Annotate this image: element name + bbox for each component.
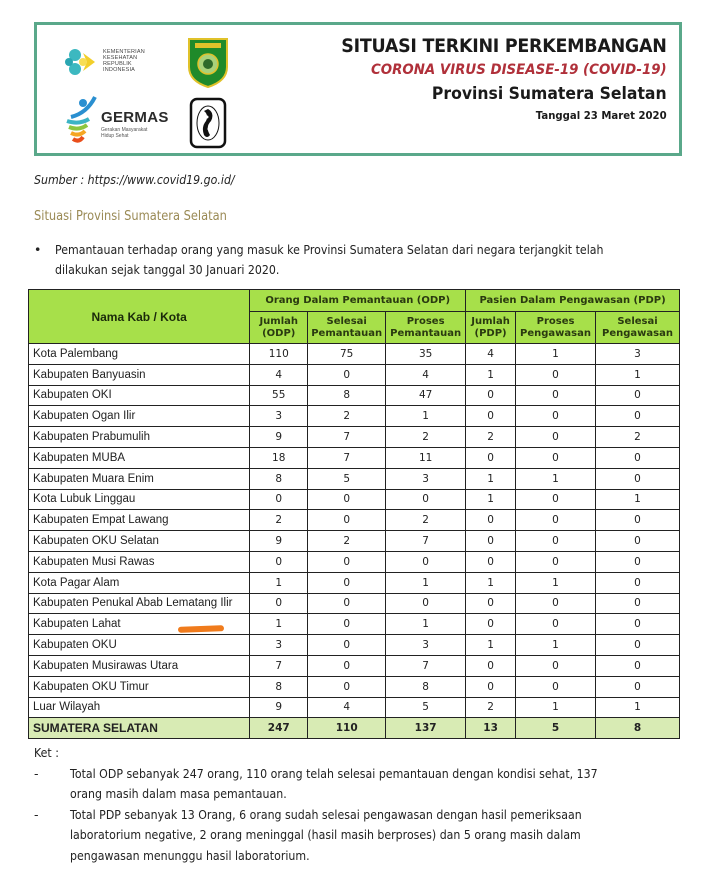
cell-value: 9 xyxy=(250,531,308,552)
cell-value: 1 xyxy=(386,614,466,635)
region-name: Kabupaten Prabumulih xyxy=(29,427,250,448)
region-name: Kota Lubuk Linggau xyxy=(29,489,250,510)
logo-group xyxy=(65,33,245,151)
report-date: Tanggal 23 Maret 2020 xyxy=(536,109,667,122)
table-row xyxy=(29,551,680,572)
cell-value: 0 xyxy=(308,614,386,635)
germas-subtitle: Gerakan Masyarakat Hidup Sehat xyxy=(101,127,148,139)
table-row xyxy=(29,364,680,385)
bullet-icon: • xyxy=(34,242,42,257)
cell-value: 2 xyxy=(466,697,516,718)
region-name: Kabupaten Banyuasin xyxy=(29,364,250,385)
table-row xyxy=(29,593,680,614)
kemenkes-text: KEMENTERIAN KESEHATAN REPUBLIK INDONESIA xyxy=(103,49,145,73)
cell-value: 8 xyxy=(596,718,680,739)
cell-value: 0 xyxy=(466,406,516,427)
cell-value: 1 xyxy=(516,344,596,365)
region-name: Kabupaten Ogan Ilir xyxy=(29,406,250,427)
cell-value: 8 xyxy=(386,676,466,697)
cell-value: 0 xyxy=(596,614,680,635)
cell-value: 2 xyxy=(466,427,516,448)
cell-value: 9 xyxy=(250,427,308,448)
table-row xyxy=(29,468,680,489)
cell-value: 0 xyxy=(466,614,516,635)
cell-value: 2 xyxy=(308,531,386,552)
table-row xyxy=(29,427,680,448)
cell-value: 47 xyxy=(386,385,466,406)
cell-value: 0 xyxy=(596,572,680,593)
header-group-pdp: Pasien Dalam Pengawasan (PDP) xyxy=(466,290,680,312)
cell-value: 1 xyxy=(516,468,596,489)
cell-value: 1 xyxy=(596,364,680,385)
cell-value: 11 xyxy=(386,447,466,468)
cell-value: 7 xyxy=(386,655,466,676)
sumsel-emblem-icon xyxy=(187,37,229,89)
cell-value: 5 xyxy=(516,718,596,739)
cell-value: 0 xyxy=(596,468,680,489)
cell-value: 0 xyxy=(596,676,680,697)
cell-value: 0 xyxy=(516,489,596,510)
cell-value: 110 xyxy=(250,344,308,365)
table-row xyxy=(29,676,680,697)
germas-logo xyxy=(65,95,175,147)
monitoring-bullet xyxy=(34,240,694,280)
cell-value: 7 xyxy=(386,531,466,552)
cell-value: 1 xyxy=(250,614,308,635)
cell-value: 0 xyxy=(386,489,466,510)
cell-value: 4 xyxy=(386,364,466,385)
column-header-line-2: Pengawasan xyxy=(520,327,591,339)
section-title: Situasi Provinsi Sumatera Selatan xyxy=(34,209,227,224)
header-name: Nama Kab / Kota xyxy=(29,290,250,344)
case-table xyxy=(28,289,680,739)
cell-value: 0 xyxy=(250,593,308,614)
cell-value: 1 xyxy=(386,406,466,427)
notes-label: Ket : xyxy=(34,745,59,760)
region-name: Kabupaten OKU Selatan xyxy=(29,531,250,552)
table-row xyxy=(29,614,680,635)
region-name: Kabupaten MUBA xyxy=(29,447,250,468)
cell-value: 2 xyxy=(386,510,466,531)
region-name: Kabupaten OKU Timur xyxy=(29,676,250,697)
cell-value: 1 xyxy=(466,489,516,510)
cell-value: 0 xyxy=(596,593,680,614)
table-row xyxy=(29,385,680,406)
cell-value: 0 xyxy=(466,385,516,406)
cell-value: 1 xyxy=(466,468,516,489)
cell-value: 2 xyxy=(596,427,680,448)
cell-value: 0 xyxy=(516,614,596,635)
cell-value: 0 xyxy=(466,531,516,552)
cell-value: 0 xyxy=(516,406,596,427)
cell-value: 4 xyxy=(308,697,386,718)
region-name: Kabupaten OKU xyxy=(29,635,250,656)
column-header-line-2: Pengawasan xyxy=(602,327,673,339)
cell-value: 2 xyxy=(386,427,466,448)
cell-value: 0 xyxy=(596,655,680,676)
region-name: Kabupaten Musi Rawas xyxy=(29,551,250,572)
column-header-line-2: (ODP) xyxy=(262,327,296,339)
cell-value: 13 xyxy=(466,718,516,739)
report-title: SITUASI TERKINI PERKEMBANGAN xyxy=(341,35,667,57)
region-name: Kabupaten Lahat xyxy=(29,614,250,635)
column-header-line-2: Pemantauan xyxy=(390,327,462,339)
table-row xyxy=(29,655,680,676)
cell-value: 0 xyxy=(308,510,386,531)
cell-value: 3 xyxy=(386,468,466,489)
table-row xyxy=(29,489,680,510)
cell-value: 4 xyxy=(250,364,308,385)
cell-value: 0 xyxy=(466,593,516,614)
cell-value: 0 xyxy=(466,676,516,697)
note-pdp-line-1: Total PDP sebanyak 13 Orang, 6 orang sudah selesai pengawasan dengan hasil pemeriksaan xyxy=(70,806,582,822)
cell-value: 0 xyxy=(308,676,386,697)
cell-value: 0 xyxy=(466,447,516,468)
cell-value: 75 xyxy=(308,344,386,365)
cell-value: 8 xyxy=(250,468,308,489)
table-row xyxy=(29,531,680,552)
cell-value: 3 xyxy=(250,406,308,427)
cell-value: 8 xyxy=(308,385,386,406)
cell-value: 0 xyxy=(516,364,596,385)
cell-value: 0 xyxy=(596,551,680,572)
cell-value: 0 xyxy=(596,447,680,468)
region-name: Kabupaten Muara Enim xyxy=(29,468,250,489)
cell-value: 9 xyxy=(250,697,308,718)
cell-value: 0 xyxy=(516,385,596,406)
cell-value: 55 xyxy=(250,385,308,406)
column-header xyxy=(250,312,308,344)
cell-value: 110 xyxy=(308,718,386,739)
cell-value: 2 xyxy=(308,406,386,427)
cell-value: 0 xyxy=(308,551,386,572)
cell-value: 0 xyxy=(386,551,466,572)
bullet-line-1: Pemantauan terhadap orang yang masuk ke Provinsi Sumatera Selatan dari negara terjangkit telah xyxy=(55,242,604,257)
germas-figure-icon xyxy=(65,95,99,147)
cell-value: 1 xyxy=(596,697,680,718)
cell-value: 0 xyxy=(308,489,386,510)
column-header xyxy=(308,312,386,344)
region-name: Kabupaten Penukal Abab Lematang Ilir xyxy=(29,593,250,614)
note-pdp-line-2: laboratorium negative, 2 orang meninggal (hasil masih berproses) dan 5 orang masih dalam xyxy=(70,827,581,842)
cell-value: 1 xyxy=(466,572,516,593)
cell-value: 247 xyxy=(250,718,308,739)
note-pdp xyxy=(34,805,694,867)
cell-value: 0 xyxy=(516,551,596,572)
cell-value: 7 xyxy=(308,427,386,448)
cell-value: 5 xyxy=(386,697,466,718)
table-row xyxy=(29,406,680,427)
column-header-line-1: Selesai xyxy=(617,315,658,327)
column-header-line-1: Jumlah xyxy=(471,315,510,327)
cell-value: 0 xyxy=(308,364,386,385)
header-group-odp: Orang Dalam Pemantauan (ODP) xyxy=(250,290,466,312)
source-line: Sumber : https://www.covid19.go.id/ xyxy=(34,172,235,187)
cell-value: 0 xyxy=(466,551,516,572)
region-name: Luar Wilayah xyxy=(29,697,250,718)
title-block xyxy=(313,35,667,122)
cell-value: 0 xyxy=(516,655,596,676)
cell-value: 1 xyxy=(516,635,596,656)
report-header xyxy=(34,22,682,156)
cell-value: 0 xyxy=(308,635,386,656)
table-row xyxy=(29,697,680,718)
cell-value: 4 xyxy=(466,344,516,365)
cell-value: 0 xyxy=(386,593,466,614)
cell-value: 0 xyxy=(516,510,596,531)
note-pdp-line-3: pengawasan menunggu hasil laboratorium. xyxy=(70,847,310,863)
notes xyxy=(34,743,694,866)
cell-value: 1 xyxy=(596,489,680,510)
column-header xyxy=(466,312,516,344)
cell-value: 0 xyxy=(516,593,596,614)
cell-value: 0 xyxy=(516,531,596,552)
table-row xyxy=(29,635,680,656)
cell-value: 1 xyxy=(516,697,596,718)
cell-value: 0 xyxy=(308,593,386,614)
note-odp-line-1: Total ODP sebanyak 247 orang, 110 orang telah selesai pemantauan dengan kondisi sehat, 137 xyxy=(70,765,598,781)
note-odp-line-2: orang masih dalam masa pemantauan. xyxy=(70,786,287,801)
column-header xyxy=(386,312,466,344)
bullet-line-2: dilakukan sejak tanggal 30 Januari 2020. xyxy=(55,262,280,277)
cell-value: 8 xyxy=(250,676,308,697)
epidemiologi-logo-icon xyxy=(189,97,227,149)
region-name: Kabupaten Empat Lawang xyxy=(29,510,250,531)
cell-value: 3 xyxy=(386,635,466,656)
cell-value: 0 xyxy=(596,510,680,531)
cell-value: 0 xyxy=(596,385,680,406)
table-row xyxy=(29,510,680,531)
cell-value: 0 xyxy=(466,510,516,531)
region-name: Kota Pagar Alam xyxy=(29,572,250,593)
dash-icon: - xyxy=(34,765,39,781)
total-row xyxy=(29,718,680,739)
cell-value: 0 xyxy=(516,676,596,697)
column-header xyxy=(516,312,596,344)
cell-value: 35 xyxy=(386,344,466,365)
cell-value: 0 xyxy=(308,655,386,676)
kemenkes-flower-icon xyxy=(65,45,99,79)
cell-value: 0 xyxy=(308,572,386,593)
cell-value: 1 xyxy=(250,572,308,593)
cell-value: 0 xyxy=(466,655,516,676)
cell-value: 1 xyxy=(466,635,516,656)
cell-value: 0 xyxy=(516,447,596,468)
column-header-line-1: Jumlah xyxy=(259,315,299,327)
cell-value: 3 xyxy=(250,635,308,656)
cell-value: 2 xyxy=(250,510,308,531)
cell-value: 3 xyxy=(596,344,680,365)
cell-value: 0 xyxy=(596,635,680,656)
cell-value: 0 xyxy=(250,551,308,572)
cell-value: 7 xyxy=(308,447,386,468)
cell-value: 7 xyxy=(250,655,308,676)
region-name: Kabupaten OKI xyxy=(29,385,250,406)
cell-value: 1 xyxy=(466,364,516,385)
region-name: Kota Palembang xyxy=(29,344,250,365)
cell-value: 0 xyxy=(250,489,308,510)
kemenkes-logo xyxy=(65,41,175,85)
report-subtitle: CORONA VIRUS DISEASE-19 (COVID-19) xyxy=(371,62,667,78)
cell-value: 0 xyxy=(596,406,680,427)
province-name: Provinsi Sumatera Selatan xyxy=(432,84,667,104)
cell-value: 0 xyxy=(516,427,596,448)
note-odp xyxy=(34,764,694,805)
column-header-line-2: Pemantauan xyxy=(311,327,383,339)
column-header xyxy=(596,312,680,344)
column-header-line-1: Proses xyxy=(536,315,575,327)
cell-value: 18 xyxy=(250,447,308,468)
table-row xyxy=(29,447,680,468)
cell-value: 1 xyxy=(516,572,596,593)
cell-value: 137 xyxy=(386,718,466,739)
column-header-line-1: Proses xyxy=(406,315,445,327)
column-header-line-2: (PDP) xyxy=(474,327,507,339)
cell-value: 0 xyxy=(596,531,680,552)
dash-icon: - xyxy=(34,806,39,822)
cell-value: 1 xyxy=(386,572,466,593)
germas-wordmark: GERMAS xyxy=(101,109,169,126)
cell-value: 5 xyxy=(308,468,386,489)
region-name: SUMATERA SELATAN xyxy=(29,718,250,739)
column-header-line-1: Selesai xyxy=(326,315,367,327)
region-name: Kabupaten Musirawas Utara xyxy=(29,655,250,676)
table-row xyxy=(29,344,680,365)
table-row xyxy=(29,572,680,593)
